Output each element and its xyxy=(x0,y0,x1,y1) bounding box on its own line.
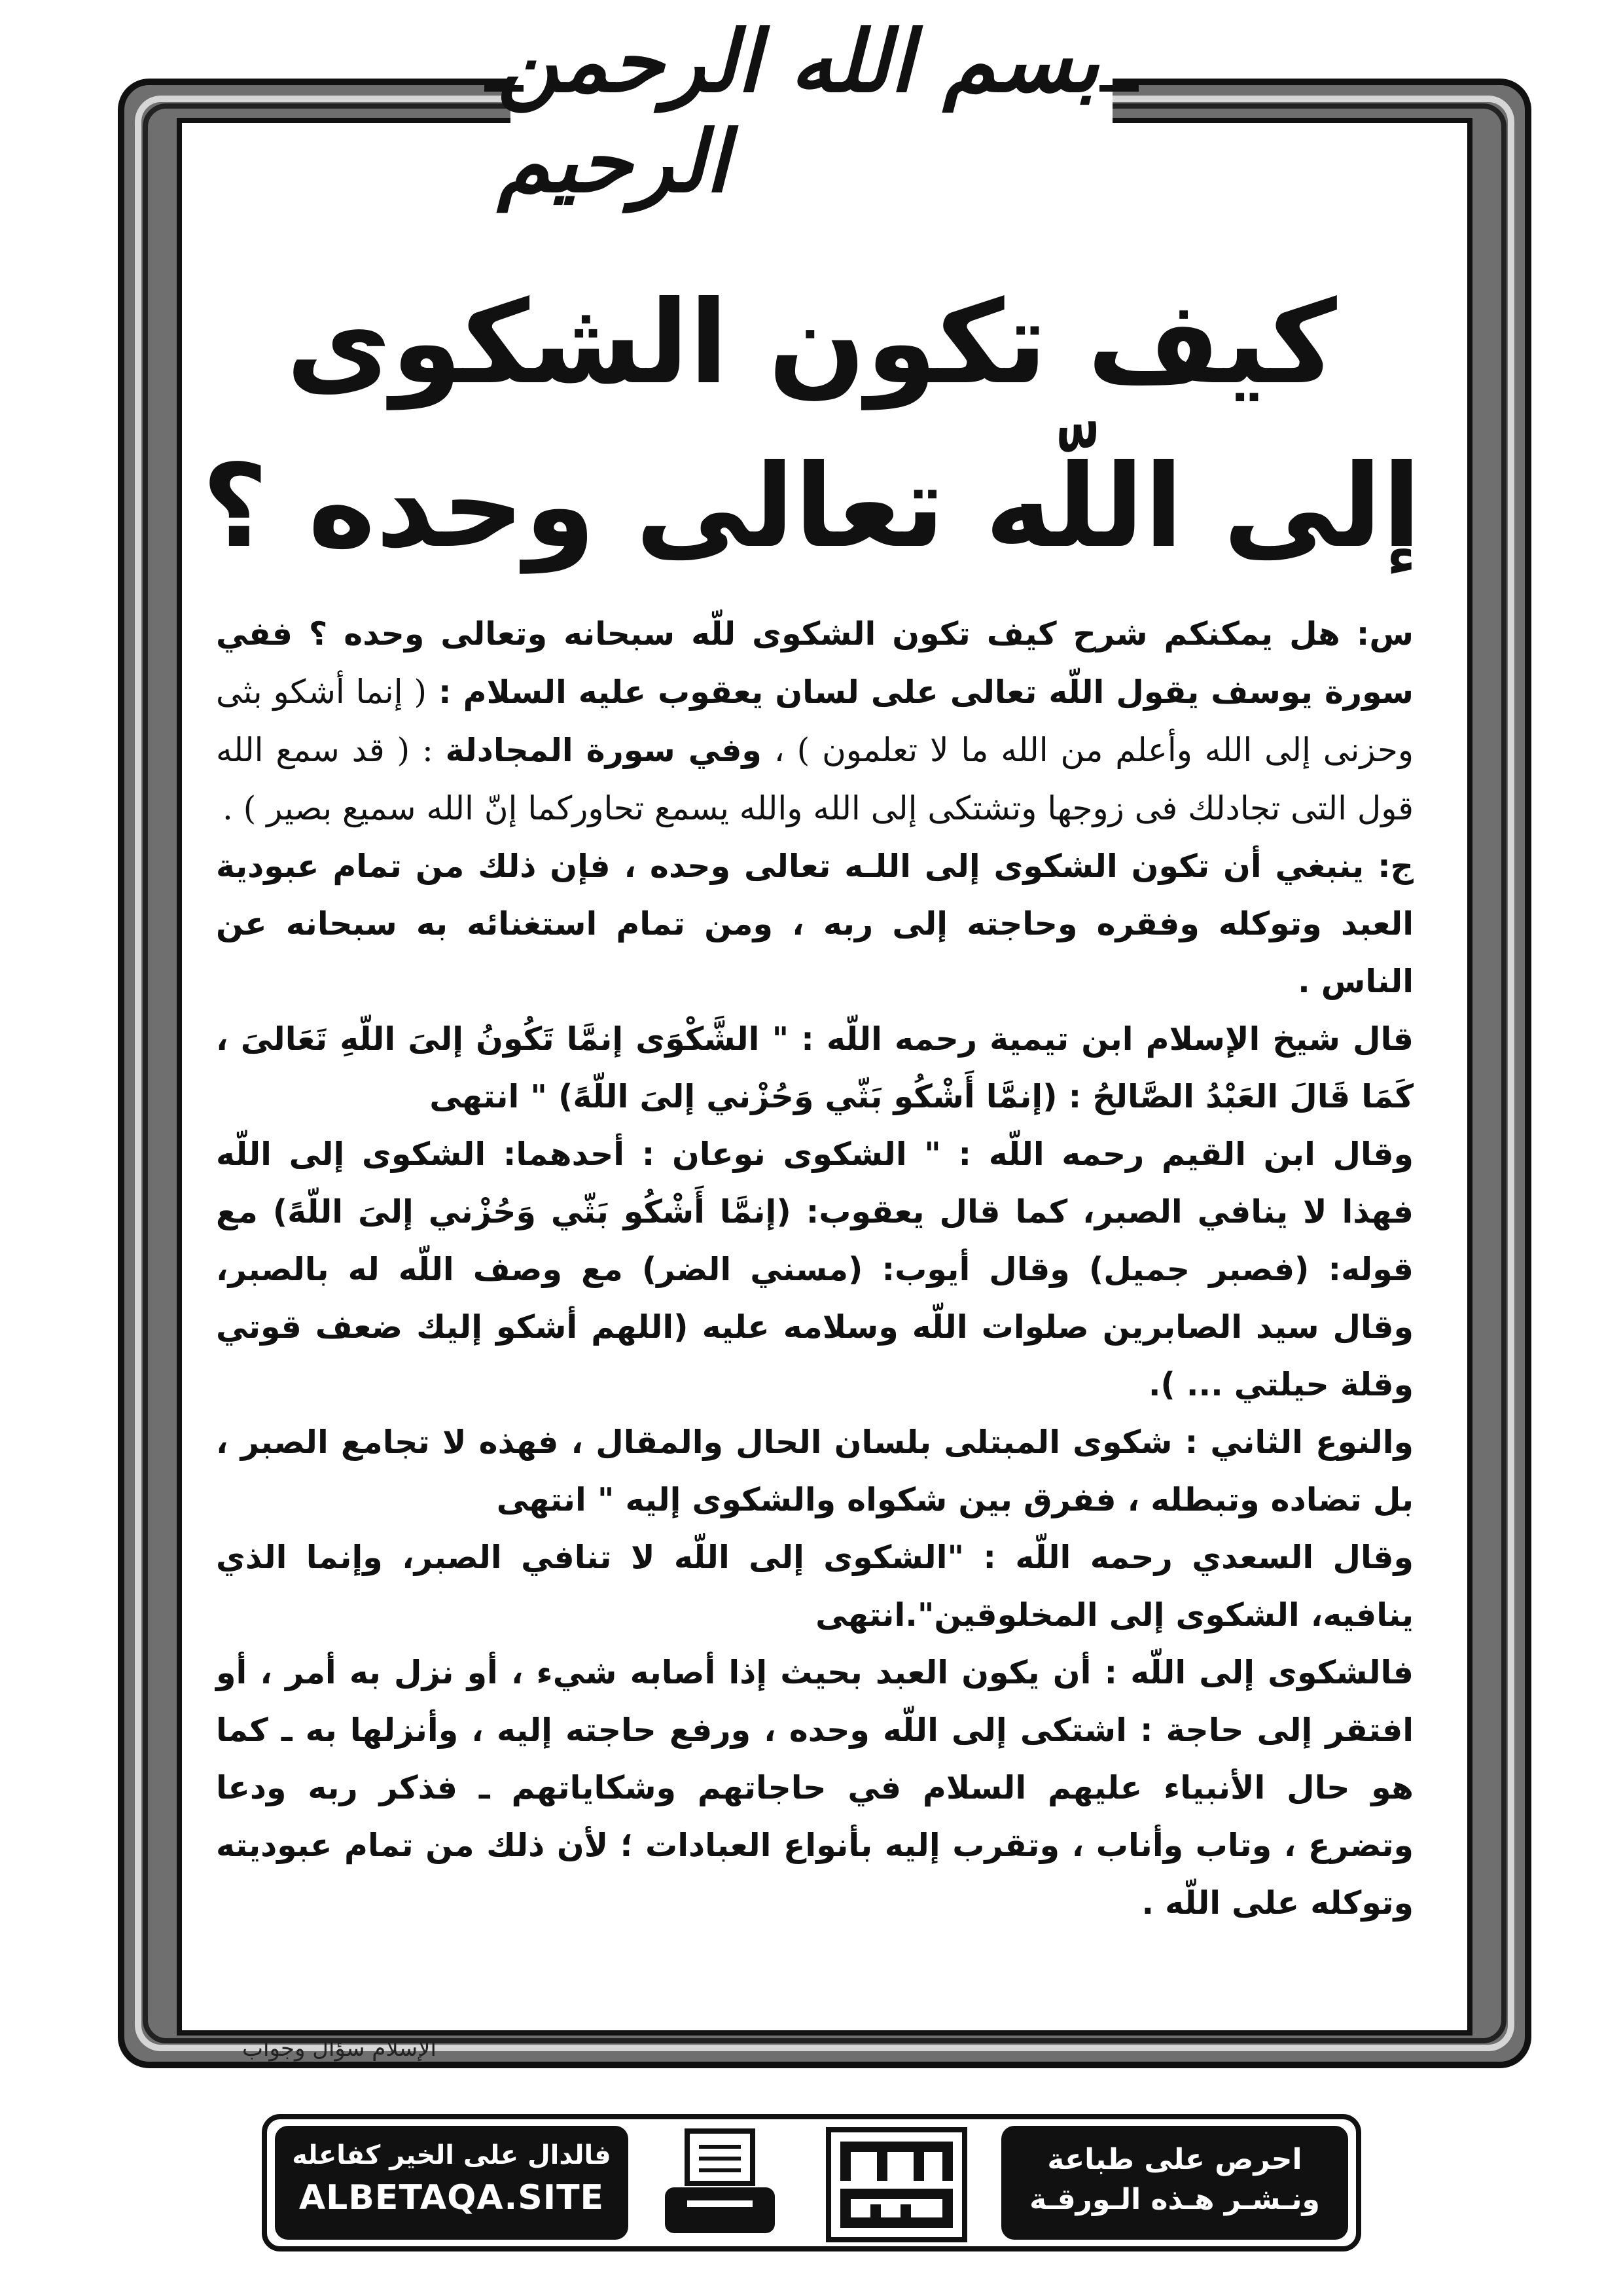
page-title xyxy=(196,262,1427,589)
article-body xyxy=(216,605,1414,1928)
saadi-quote: وقال السعدي رحمه اللّه : "الشكوى إلى اللّه لا تنافي الصبر، وإنما الذي ينافيه، الشكوى إلى المخلوقين".انتهى xyxy=(216,1539,1414,1634)
basmala-calligraphy: بسم الله الرحمن الرحيم xyxy=(497,11,1099,211)
quran-quote-mujadila: : ( قد سمع الله قول التى تجادلك فى زوجها وتشتكى إلى الله والله يسمع تحاوركما إنّ الله سميع بصير ) . xyxy=(216,731,1414,827)
quran-quote-yusuf: ( إنما أشكو بثى وحزنى إلى الله وأعلم من الله ما لا تعلمون ) ، xyxy=(216,673,1414,769)
answer-paragraph: ج: ينبغي أن تكون الشكوى إلى اللـه تعالى وحده ، فإن ذلك من تمام عبودية العبد وتوكله وفقره وحاجته إلى ربه ، ومن تمام استغنائه به سبحانه عن الناس . xyxy=(216,848,1414,1000)
printer-icon xyxy=(661,2127,779,2238)
footer-tagline: فالدال على الخير كفاعله xyxy=(292,2140,611,2170)
ibn-taymiyyah-quote: قال شيخ الإسلام ابن تيمية رحمه اللّه : " الشَّكْوَى إنمَّا تَكُونُ إلىَ اللّهِ تَعَالىَ ، كَمَا قَالَ العَبْدُ الصَّالحُ : (إنمَّا أَشْكُو بَثّي وَحُزْني إلىَ اللّهً) " انتهى xyxy=(216,1020,1414,1115)
ibn-qayyim-quote: وقال ابن القيم رحمه اللّه : " الشكوى نوعان : أحدهما: الشكوى إلى اللّه فهذا لا ينافي الصبر، كما قال يعقوب: (إنمَّا أَشْكُو بَثّي وَحُزْني إلىَ اللّهً) مع قوله: (فصبر جميل) وقال أيوب: (مسني الضر) مع وصف اللّه له بالصبر، وقال سيد الصابرين صلوات اللّه وسلامه عليه (اللهم أشكو إليك ضعف قوتي وقلة حيلتي ... ). xyxy=(216,1136,1414,1403)
question-paragraph xyxy=(216,605,1414,838)
daawa-logo xyxy=(825,2126,969,2244)
title-line-2: إلى اللّه تعالى وحده ؟ xyxy=(202,440,1421,573)
question-text: س: هل يمكنكم شرح كيف تكون الشكوى للّه سبحانه وتعالى وحده ؟ ففي سورة يوسف يقول اللّه تعالى على لسان يعقوب عليه السلام : xyxy=(216,615,1414,711)
second-type-paragraph: والنوع الثاني : شكوى المبتلى بلسان الحال والمقال ، فهذه لا تجامع الصبر ، بل تضاده وتبطله ، ففرق بين شكواه والشكوى إليه " انتهى xyxy=(216,1424,1414,1518)
site-link[interactable]: ALBETAQA.SITE xyxy=(298,2178,605,2217)
print-notice-line-2: ونـشـر هـذه الـورقـة xyxy=(1029,2183,1320,2216)
footer-print-notice xyxy=(1001,2126,1348,2240)
source-credit: الإسلام سؤال وجواب xyxy=(242,2036,437,2062)
conclusion-paragraph: فالشكوى إلى اللّه : أن يكون العبد بحيث إذا أصابه شيء ، أو نزل به أمر ، أو افتقر إلى حاجة : اشتكى إلى اللّه وحده ، ورفع حاجته إليه ، وأنزلها به ـ كما هو حال الأنبياء عليهم السلام في حاجاتهم وشكاياتهم ـ فذكر ربه ودعا وتضرع ، وتاب وأناب ، وتقرب إليه بأنواع العبادات ؛ لأن ذلك من تمام عبوديته وتوكله على اللّه . xyxy=(216,1654,1414,1922)
surah-mujadila-ref: وفي سورة المجادلة xyxy=(445,732,762,769)
footer-site-block xyxy=(275,2126,628,2240)
print-notice-line-1: احرص على طباعة xyxy=(1047,2143,1302,2176)
title-line-1: كيف تكون الشكوى xyxy=(286,277,1337,410)
